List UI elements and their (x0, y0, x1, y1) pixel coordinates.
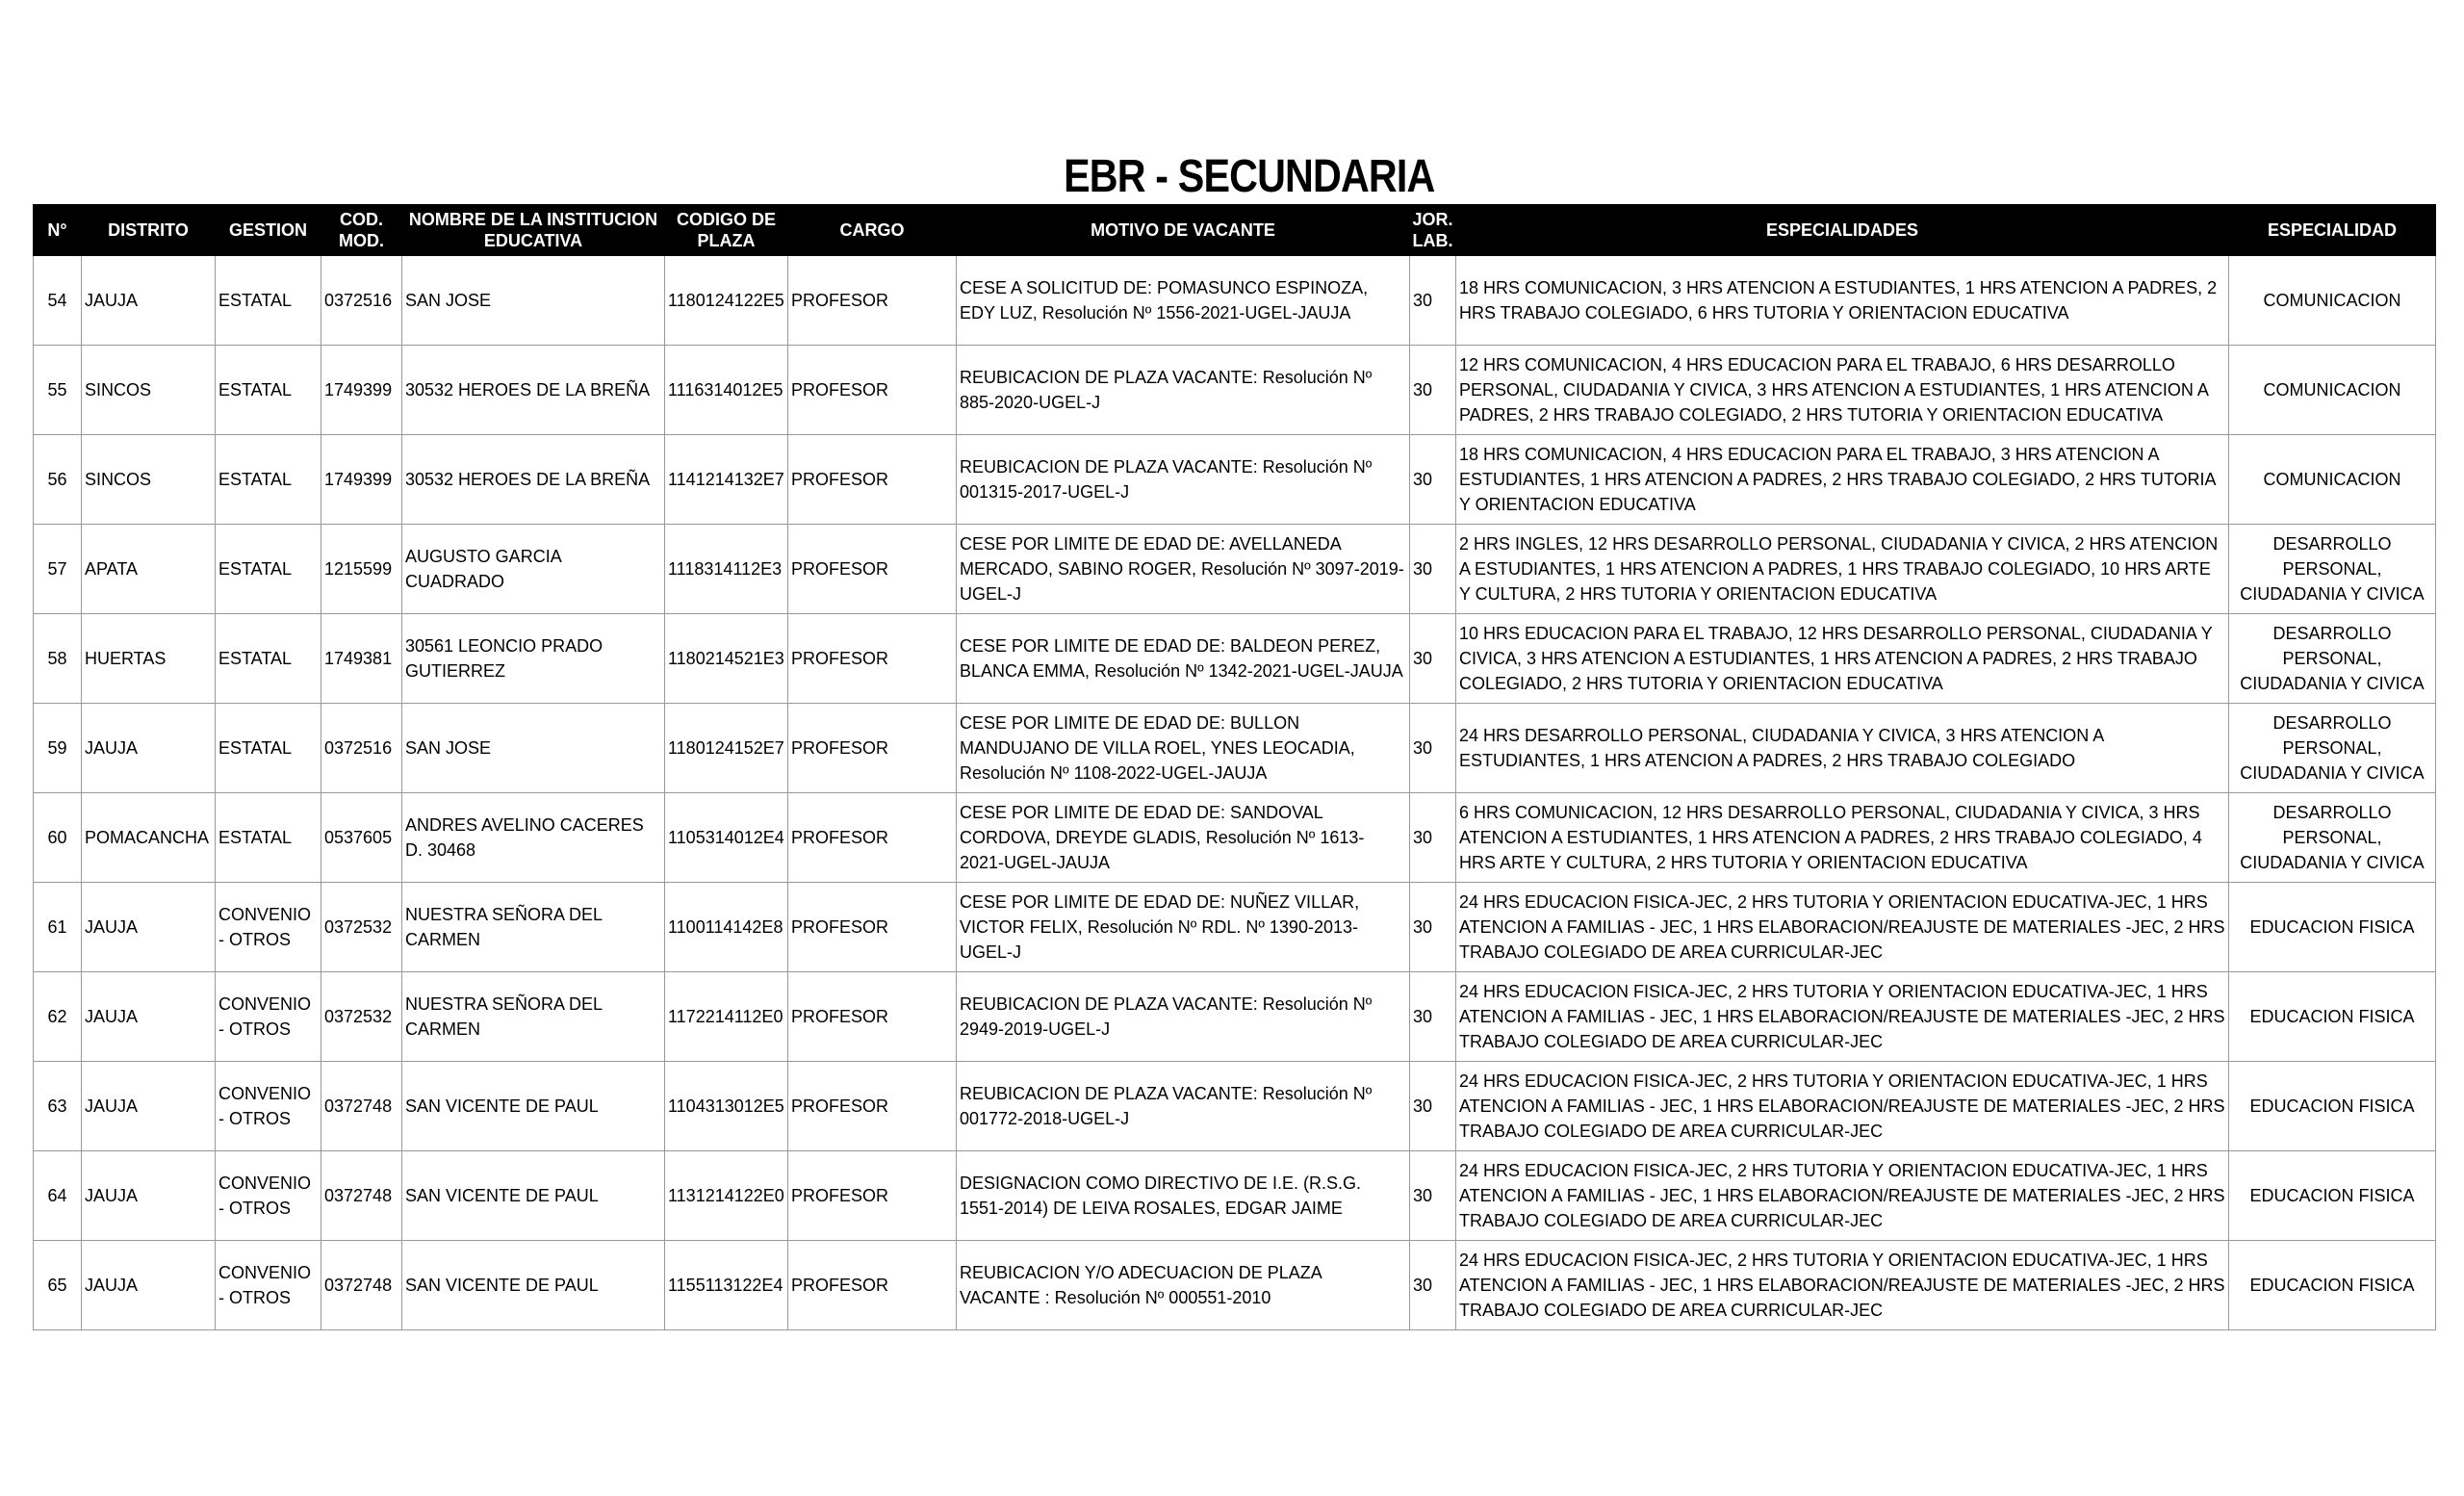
header-especialidades: ESPECIALIDADES (1456, 205, 2229, 256)
cell-codigo-plaza: 1180124152E7 (665, 704, 788, 793)
cell-cod-mod: 0372516 (321, 704, 402, 793)
cell-jor-lab: 30 (1410, 1062, 1456, 1151)
header-codigo-plaza: CODIGO DE PLAZA (665, 205, 788, 256)
cell-cod-mod: 1749381 (321, 614, 402, 704)
cell-distrito: SINCOS (82, 435, 216, 525)
table-row (34, 1241, 2436, 1330)
vacancy-table (33, 204, 2436, 1330)
cell-cod-mod: 0372748 (321, 1151, 402, 1241)
cell-nombre-ie: SAN VICENTE DE PAUL (402, 1151, 665, 1241)
cell-jor-lab: 30 (1410, 525, 1456, 614)
header-nombre-ie: NOMBRE DE LA INSTITUCION EDUCATIVA (402, 205, 665, 256)
cell-especialidades: 24 HRS EDUCACION FISICA-JEC, 2 HRS TUTORIA Y ORIENTACION EDUCATIVA-JEC, 1 HRS ATENCION A FAMILIAS - JEC, 1 HRS ELABORACION/REAJUSTE DE MATERIALES -JEC, 2 HRS TRABAJO COLEGIADO DE AREA CURRICULAR-JEC (1456, 883, 2229, 972)
table-row (34, 346, 2436, 435)
cell-especialidades: 18 HRS COMUNICACION, 3 HRS ATENCION A ESTUDIANTES, 1 HRS ATENCION A PADRES, 2 HRS TRABAJO COLEGIADO, 6 HRS TUTORIA Y ORIENTACION EDUCATIVA (1456, 256, 2229, 346)
table-row (34, 256, 2436, 346)
cell-distrito: JAUJA (82, 1151, 216, 1241)
cell-distrito: JAUJA (82, 972, 216, 1062)
cell-nombre-ie: SAN JOSE (402, 704, 665, 793)
cell-codigo-plaza: 1105314012E4 (665, 793, 788, 883)
cell-nombre-ie: 30532 HEROES DE LA BREÑA (402, 346, 665, 435)
cell-jor-lab: 30 (1410, 256, 1456, 346)
cell-distrito: JAUJA (82, 883, 216, 972)
cell-especialidades: 10 HRS EDUCACION PARA EL TRABAJO, 12 HRS DESARROLLO PERSONAL, CIUDADANIA Y CIVICA, 3 HRS ATENCION A ESTUDIANTES, 1 HRS ATENCION A PADRES, 2 HRS TRABAJO COLEGIADO, 2 HRS TUTORIA Y ORIENTACION EDUCATIVA (1456, 614, 2229, 704)
cell-cargo: PROFESOR (788, 972, 957, 1062)
cell-nombre-ie: SAN VICENTE DE PAUL (402, 1241, 665, 1330)
cell-codigo-plaza: 1141214132E7 (665, 435, 788, 525)
page-title: EBR - SECUNDARIA (1064, 151, 1435, 202)
cell-cargo: PROFESOR (788, 614, 957, 704)
cell-gestion: ESTATAL (216, 256, 321, 346)
cell-especialidades: 12 HRS COMUNICACION, 4 HRS EDUCACION PARA EL TRABAJO, 6 HRS DESARROLLO PERSONAL, CIUDADANIA Y CIVICA, 3 HRS ATENCION A ESTUDIANTES, 1 HRS ATENCION A PADRES, 2 HRS TRABAJO COLEGIADO, 2 HRS TUTORIA Y ORIENTACION EDUCATIVA (1456, 346, 2229, 435)
cell-especialidad: EDUCACION FISICA (2229, 972, 2436, 1062)
cell-motivo: CESE POR LIMITE DE EDAD DE: BULLON MANDUJANO DE VILLA ROEL, YNES LEOCADIA, Resolución Nº 1108-2022-UGEL-JAUJA (957, 704, 1410, 793)
cell-cargo: PROFESOR (788, 256, 957, 346)
cell-motivo: CESE POR LIMITE DE EDAD DE: NUÑEZ VILLAR, VICTOR FELIX, Resolución Nº RDL. Nº 1390-2013-UGEL-J (957, 883, 1410, 972)
cell-distrito: JAUJA (82, 1241, 216, 1330)
cell-distrito: JAUJA (82, 256, 216, 346)
cell-nombre-ie: NUESTRA SEÑORA DEL CARMEN (402, 883, 665, 972)
cell-cargo: PROFESOR (788, 883, 957, 972)
cell-distrito: SINCOS (82, 346, 216, 435)
cell-n: 55 (34, 346, 82, 435)
table-row (34, 972, 2436, 1062)
cell-distrito: POMACANCHA (82, 793, 216, 883)
cell-especialidades: 24 HRS EDUCACION FISICA-JEC, 2 HRS TUTORIA Y ORIENTACION EDUCATIVA-JEC, 1 HRS ATENCION A FAMILIAS - JEC, 1 HRS ELABORACION/REAJUSTE DE MATERIALES -JEC, 2 HRS TRABAJO COLEGIADO DE AREA CURRICULAR-JEC (1456, 1151, 2229, 1241)
cell-nombre-ie: NUESTRA SEÑORA DEL CARMEN (402, 972, 665, 1062)
cell-cod-mod: 1749399 (321, 435, 402, 525)
table-row (34, 1151, 2436, 1241)
cell-jor-lab: 30 (1410, 614, 1456, 704)
table-row (34, 1062, 2436, 1151)
cell-codigo-plaza: 1180124122E5 (665, 256, 788, 346)
cell-motivo: CESE POR LIMITE DE EDAD DE: BALDEON PEREZ, BLANCA EMMA, Resolución Nº 1342-2021-UGEL-JAUJA (957, 614, 1410, 704)
cell-distrito: HUERTAS (82, 614, 216, 704)
cell-especialidad: DESARROLLO PERSONAL, CIUDADANIA Y CIVICA (2229, 525, 2436, 614)
cell-codigo-plaza: 1116314012E5 (665, 346, 788, 435)
cell-cargo: PROFESOR (788, 1241, 957, 1330)
cell-cargo: PROFESOR (788, 346, 957, 435)
cell-gestion: CONVENIO - OTROS (216, 972, 321, 1062)
cell-nombre-ie: 30532 HEROES DE LA BREÑA (402, 435, 665, 525)
cell-gestion: ESTATAL (216, 793, 321, 883)
cell-motivo: DESIGNACION COMO DIRECTIVO DE I.E. (R.S.G. 1551-2014) DE LEIVA ROSALES, EDGAR JAIME (957, 1151, 1410, 1241)
header-cod-mod: COD. MOD. (321, 205, 402, 256)
cell-codigo-plaza: 1180214521E3 (665, 614, 788, 704)
cell-nombre-ie: AUGUSTO GARCIA CUADRADO (402, 525, 665, 614)
cell-cod-mod: 0372748 (321, 1062, 402, 1151)
cell-distrito: JAUJA (82, 704, 216, 793)
cell-codigo-plaza: 1131214122E0 (665, 1151, 788, 1241)
cell-nombre-ie: ANDRES AVELINO CACERES D. 30468 (402, 793, 665, 883)
cell-n: 62 (34, 972, 82, 1062)
cell-especialidades: 24 HRS EDUCACION FISICA-JEC, 2 HRS TUTORIA Y ORIENTACION EDUCATIVA-JEC, 1 HRS ATENCION A FAMILIAS - JEC, 1 HRS ELABORACION/REAJUSTE DE MATERIALES -JEC, 2 HRS TRABAJO COLEGIADO DE AREA CURRICULAR-JEC (1456, 972, 2229, 1062)
cell-n: 64 (34, 1151, 82, 1241)
cell-jor-lab: 30 (1410, 435, 1456, 525)
cell-especialidad: EDUCACION FISICA (2229, 883, 2436, 972)
table-row (34, 793, 2436, 883)
cell-especialidad: EDUCACION FISICA (2229, 1151, 2436, 1241)
table-row (34, 435, 2436, 525)
cell-motivo: REUBICACION DE PLAZA VACANTE: Resolución Nº 001315-2017-UGEL-J (957, 435, 1410, 525)
cell-especialidad: DESARROLLO PERSONAL, CIUDADANIA Y CIVICA (2229, 704, 2436, 793)
cell-motivo: CESE POR LIMITE DE EDAD DE: AVELLANEDA MERCADO, SABINO ROGER, Resolución Nº 3097-2019-UGEL-J (957, 525, 1410, 614)
cell-especialidades: 2 HRS INGLES, 12 HRS DESARROLLO PERSONAL, CIUDADANIA Y CIVICA, 2 HRS ATENCION A ESTUDIANTES, 1 HRS ATENCION A PADRES, 1 HRS TRABAJO COLEGIADO, 10 HRS ARTE Y CULTURA, 2 HRS TUTORIA Y ORIENTACION EDUCATIVA (1456, 525, 2229, 614)
cell-cargo: PROFESOR (788, 435, 957, 525)
cell-codigo-plaza: 1100114142E8 (665, 883, 788, 972)
cell-gestion: CONVENIO - OTROS (216, 883, 321, 972)
header-cargo: CARGO (788, 205, 957, 256)
table-row (34, 883, 2436, 972)
cell-cargo: PROFESOR (788, 1151, 957, 1241)
header-n: N° (34, 205, 82, 256)
cell-jor-lab: 30 (1410, 704, 1456, 793)
cell-especialidad: EDUCACION FISICA (2229, 1062, 2436, 1151)
cell-cod-mod: 1215599 (321, 525, 402, 614)
cell-motivo: REUBICACION Y/O ADECUACION DE PLAZA VACANTE : Resolución Nº 000551-2010 (957, 1241, 1410, 1330)
cell-gestion: ESTATAL (216, 704, 321, 793)
cell-especialidad: EDUCACION FISICA (2229, 1241, 2436, 1330)
table-row (34, 704, 2436, 793)
cell-especialidades: 24 HRS DESARROLLO PERSONAL, CIUDADANIA Y CIVICA, 3 HRS ATENCION A ESTUDIANTES, 1 HRS ATENCION A PADRES, 2 HRS TRABAJO COLEGIADO (1456, 704, 2229, 793)
cell-especialidad: COMUNICACION (2229, 435, 2436, 525)
cell-gestion: ESTATAL (216, 346, 321, 435)
cell-especialidad: DESARROLLO PERSONAL, CIUDADANIA Y CIVICA (2229, 793, 2436, 883)
cell-cargo: PROFESOR (788, 793, 957, 883)
cell-cod-mod: 1749399 (321, 346, 402, 435)
cell-n: 57 (34, 525, 82, 614)
cell-jor-lab: 30 (1410, 883, 1456, 972)
cell-codigo-plaza: 1104313012E5 (665, 1062, 788, 1151)
header-gestion: GESTION (216, 205, 321, 256)
cell-especialidad: DESARROLLO PERSONAL, CIUDADANIA Y CIVICA (2229, 614, 2436, 704)
cell-jor-lab: 30 (1410, 1151, 1456, 1241)
cell-motivo: REUBICACION DE PLAZA VACANTE: Resolución Nº 2949-2019-UGEL-J (957, 972, 1410, 1062)
cell-n: 60 (34, 793, 82, 883)
cell-cargo: PROFESOR (788, 1062, 957, 1151)
cell-n: 63 (34, 1062, 82, 1151)
cell-cod-mod: 0372748 (321, 1241, 402, 1330)
cell-especialidades: 24 HRS EDUCACION FISICA-JEC, 2 HRS TUTORIA Y ORIENTACION EDUCATIVA-JEC, 1 HRS ATENCION A FAMILIAS - JEC, 1 HRS ELABORACION/REAJUSTE DE MATERIALES -JEC, 2 HRS TRABAJO COLEGIADO DE AREA CURRICULAR-JEC (1456, 1241, 2229, 1330)
table-row (34, 614, 2436, 704)
cell-nombre-ie: SAN JOSE (402, 256, 665, 346)
header-distrito: DISTRITO (82, 205, 216, 256)
cell-codigo-plaza: 1155113122E4 (665, 1241, 788, 1330)
cell-motivo: REUBICACION DE PLAZA VACANTE: Resolución Nº 001772-2018-UGEL-J (957, 1062, 1410, 1151)
cell-cod-mod: 0372532 (321, 883, 402, 972)
cell-gestion: ESTATAL (216, 614, 321, 704)
cell-cargo: PROFESOR (788, 525, 957, 614)
cell-nombre-ie: SAN VICENTE DE PAUL (402, 1062, 665, 1151)
cell-distrito: APATA (82, 525, 216, 614)
cell-n: 54 (34, 256, 82, 346)
cell-cod-mod: 0537605 (321, 793, 402, 883)
cell-jor-lab: 30 (1410, 972, 1456, 1062)
cell-gestion: CONVENIO - OTROS (216, 1151, 321, 1241)
cell-especialidades: 24 HRS EDUCACION FISICA-JEC, 2 HRS TUTORIA Y ORIENTACION EDUCATIVA-JEC, 1 HRS ATENCION A FAMILIAS - JEC, 1 HRS ELABORACION/REAJUSTE DE MATERIALES -JEC, 2 HRS TRABAJO COLEGIADO DE AREA CURRICULAR-JEC (1456, 1062, 2229, 1151)
cell-especialidades: 18 HRS COMUNICACION, 4 HRS EDUCACION PARA EL TRABAJO, 3 HRS ATENCION A ESTUDIANTES, 1 HRS ATENCION A PADRES, 2 HRS TRABAJO COLEGIADO, 2 HRS TUTORIA Y ORIENTACION EDUCATIVA (1456, 435, 2229, 525)
header-jor-lab: JOR. LAB. (1410, 205, 1456, 256)
cell-jor-lab: 30 (1410, 793, 1456, 883)
table-row (34, 525, 2436, 614)
cell-especialidades: 6 HRS COMUNICACION, 12 HRS DESARROLLO PERSONAL, CIUDADANIA Y CIVICA, 3 HRS ATENCION A ESTUDIANTES, 1 HRS ATENCION A PADRES, 2 HRS TRABAJO COLEGIADO, 4 HRS ARTE Y CULTURA, 2 HRS TUTORIA Y ORIENTACION EDUCATIVA (1456, 793, 2229, 883)
header-especialidad: ESPECIALIDAD (2229, 205, 2436, 256)
cell-motivo: REUBICACION DE PLAZA VACANTE: Resolución Nº 885-2020-UGEL-J (957, 346, 1410, 435)
cell-motivo: CESE POR LIMITE DE EDAD DE: SANDOVAL CORDOVA, DREYDE GLADIS, Resolución Nº 1613-2021-UGEL-JAUJA (957, 793, 1410, 883)
table-body (34, 256, 2436, 1330)
cell-jor-lab: 30 (1410, 346, 1456, 435)
cell-gestion: ESTATAL (216, 525, 321, 614)
cell-n: 58 (34, 614, 82, 704)
cell-gestion: CONVENIO - OTROS (216, 1241, 321, 1330)
cell-especialidad: COMUNICACION (2229, 346, 2436, 435)
cell-especialidad: COMUNICACION (2229, 256, 2436, 346)
header-motivo: MOTIVO DE VACANTE (957, 205, 1410, 256)
cell-n: 61 (34, 883, 82, 972)
table-header-row (34, 205, 2436, 256)
cell-distrito: JAUJA (82, 1062, 216, 1151)
cell-n: 65 (34, 1241, 82, 1330)
cell-motivo: CESE A SOLICITUD DE: POMASUNCO ESPINOZA, EDY LUZ, Resolución Nº 1556-2021-UGEL-JAUJA (957, 256, 1410, 346)
cell-gestion: ESTATAL (216, 435, 321, 525)
cell-codigo-plaza: 1118314112E3 (665, 525, 788, 614)
cell-codigo-plaza: 1172214112E0 (665, 972, 788, 1062)
cell-cod-mod: 0372516 (321, 256, 402, 346)
cell-jor-lab: 30 (1410, 1241, 1456, 1330)
cell-n: 59 (34, 704, 82, 793)
cell-nombre-ie: 30561 LEONCIO PRADO GUTIERREZ (402, 614, 665, 704)
cell-n: 56 (34, 435, 82, 525)
cell-cargo: PROFESOR (788, 704, 957, 793)
cell-gestion: CONVENIO - OTROS (216, 1062, 321, 1151)
cell-cod-mod: 0372532 (321, 972, 402, 1062)
